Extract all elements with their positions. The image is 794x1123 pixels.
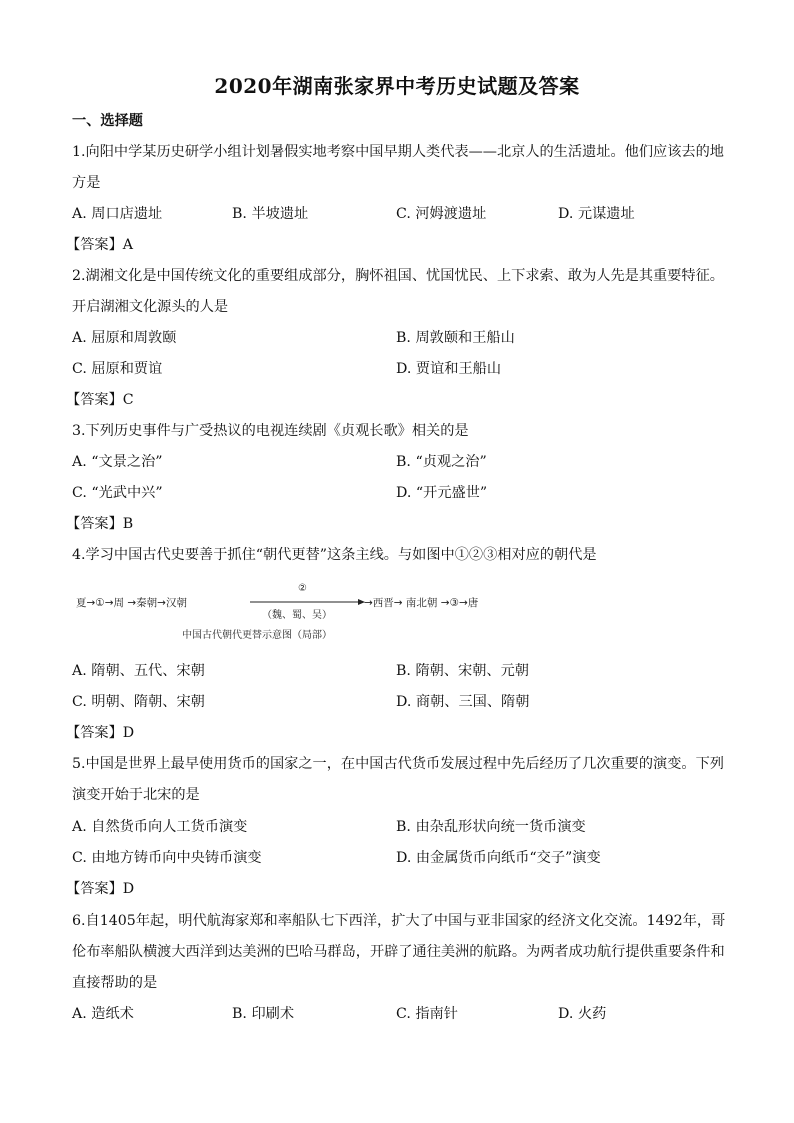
q1-option-d: D. 元谋遗址 bbox=[558, 206, 635, 222]
q4-option-a: A. 隋朝、五代、宋朝 bbox=[72, 663, 205, 679]
q1-option-a: A. 周口店遗址 bbox=[72, 206, 163, 222]
diagram-caption: 中国古代朝代更替示意图（局部） bbox=[182, 630, 332, 641]
question-2-stem-cont: 开启湖湘文化源头的人是 bbox=[72, 299, 229, 315]
q1-answer: 【答案】A bbox=[66, 237, 133, 253]
diagram-chain-right: →西晋→ 南北朝 →③→唐 bbox=[364, 597, 479, 609]
question-5-stem: 5.中国是世界上最早使用货币的国家之一，在中国古代货币发展过程中先后经历了几次重要的演变。下列 bbox=[72, 756, 724, 772]
q1-option-b: B. 半坡遗址 bbox=[232, 206, 309, 222]
question-6-stem-cont2: 直接帮助的是 bbox=[72, 975, 158, 991]
q4-option-b: B. 隋朝、宋朝、元朝 bbox=[396, 663, 529, 679]
question-5-stem-cont: 演变开始于北宋的是 bbox=[72, 787, 200, 803]
q4-option-d: D. 商朝、三国、隋朝 bbox=[396, 694, 530, 710]
question-2-stem: 2.湖湘文化是中国传统文化的重要组成部分，胸怀祖国、忧国忧民、上下求索、敢为人先是其重要特征。 bbox=[72, 268, 724, 284]
section-heading: 一、选择题 bbox=[72, 113, 143, 129]
q2-option-b: B. 周敦颐和王船山 bbox=[396, 330, 515, 346]
diagram-three-kingdoms: （魏、蜀、吴） bbox=[262, 610, 332, 621]
page-title: 2020年湖南张家界中考历史试题及答案 bbox=[214, 74, 580, 98]
question-6-stem: 6.自1405年起，明代航海家郑和率船队七下西洋，扩大了中国与亚非国家的经济文化交流。1492年，哥 bbox=[72, 913, 726, 929]
dynasty-succession-diagram bbox=[72, 580, 512, 642]
question-6-stem-cont: 伦布率船队横渡大西洋到达美洲的巴哈马群岛，开辟了通往美洲的航路。为两者成功航行提供重要条件和 bbox=[72, 944, 725, 960]
q3-answer: 【答案】B bbox=[66, 516, 134, 532]
q3-option-b: B. “贞观之治” bbox=[396, 454, 487, 470]
q6-option-a: A. 造纸术 bbox=[72, 1006, 134, 1022]
q4-option-c: C. 明朝、隋朝、宋朝 bbox=[72, 694, 205, 710]
question-1-stem: 1.向阳中学某历史研学小组计划暑假实地考察中国早期人类代表——北京人的生活遗址。他们应该去的地 bbox=[72, 144, 724, 160]
q5-option-b: B. 由杂乱形状向统一货币演变 bbox=[396, 819, 586, 835]
q2-option-a: A. 屈原和周敦颐 bbox=[72, 330, 177, 346]
question-4-stem: 4.学习中国古代史要善于抓住“朝代更替”这条主线。与如图中①②③相对应的朝代是 bbox=[72, 547, 597, 563]
q6-option-c: C. 指南针 bbox=[396, 1006, 458, 1022]
q3-option-a: A. “文景之治” bbox=[72, 454, 163, 470]
q5-option-c: C. 由地方铸币向中央铸币演变 bbox=[72, 850, 262, 866]
q4-answer: 【答案】D bbox=[66, 725, 135, 741]
q2-answer: 【答案】C bbox=[66, 392, 134, 408]
q2-option-d: D. 贾谊和王船山 bbox=[396, 361, 502, 377]
q3-option-d: D. “开元盛世” bbox=[396, 485, 488, 501]
diagram-mark-2: ② bbox=[298, 583, 307, 594]
q5-answer: 【答案】D bbox=[66, 881, 135, 897]
q5-option-d: D. 由金属货币向纸币“交子”演变 bbox=[396, 850, 601, 866]
question-1-stem-cont: 方是 bbox=[72, 175, 101, 191]
question-3-stem: 3.下列历史事件与广受热议的电视连续剧《贞观长歌》相关的是 bbox=[72, 423, 469, 439]
q5-option-a: A. 自然货币向人工货币演变 bbox=[72, 819, 248, 835]
q6-option-d: D. 火药 bbox=[558, 1006, 607, 1022]
q1-option-c: C. 河姆渡遗址 bbox=[396, 206, 487, 222]
q6-option-b: B. 印刷术 bbox=[232, 1006, 295, 1022]
q2-option-c: C. 屈原和贾谊 bbox=[72, 361, 163, 377]
q3-option-c: C. “光武中兴” bbox=[72, 485, 163, 501]
diagram-chain-left: 夏→①→周 →秦朝→汉朝 bbox=[76, 597, 187, 609]
